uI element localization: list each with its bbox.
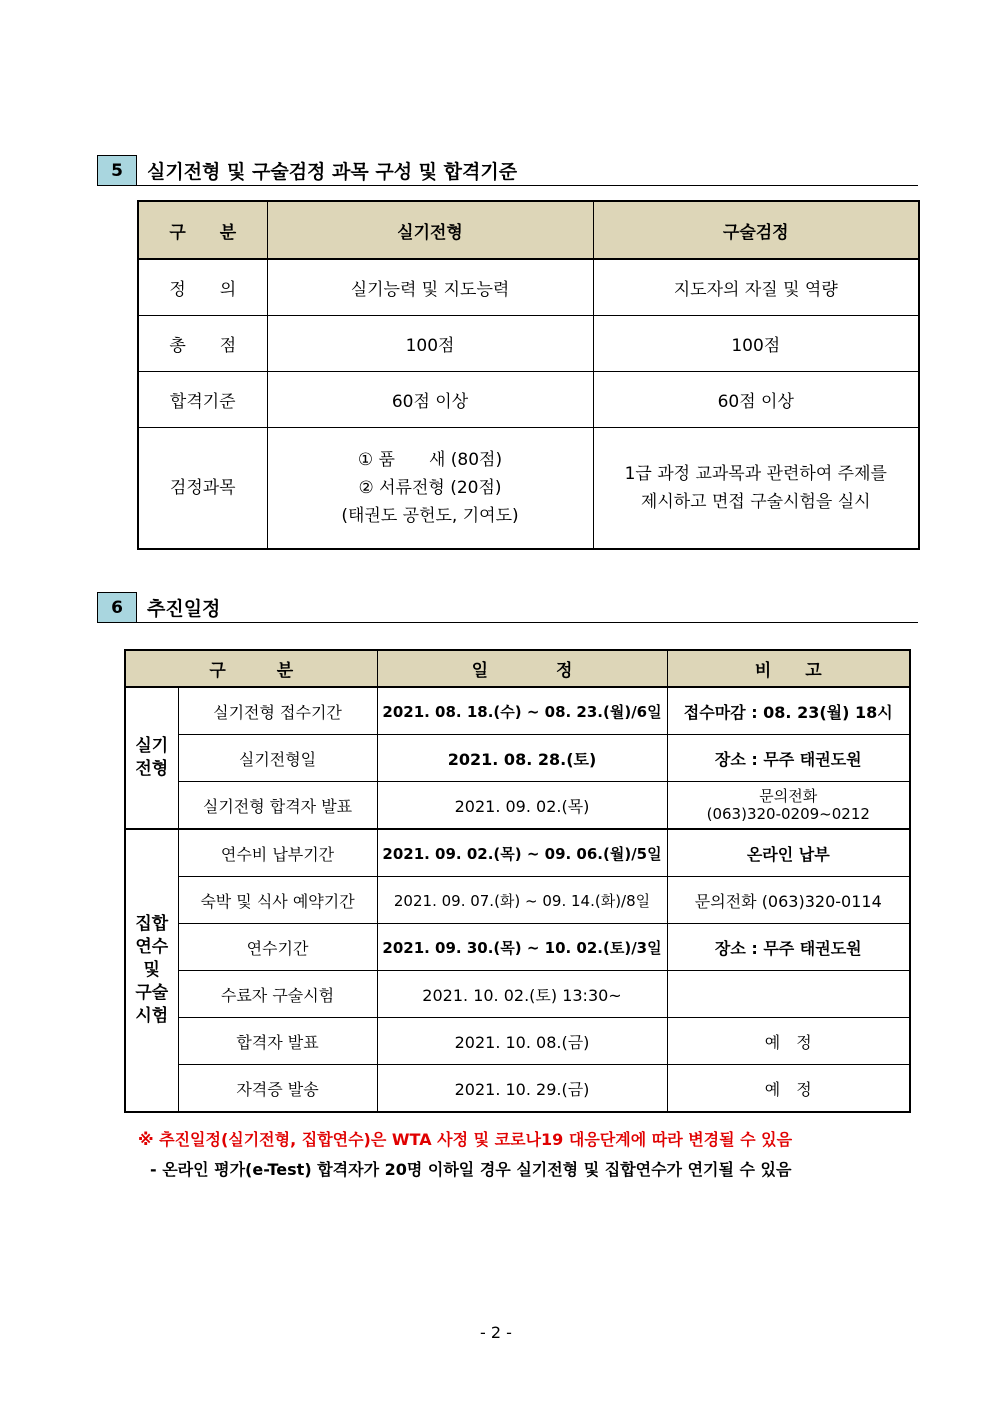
date-cell: 2021. 10. 29.(금) [377,1065,667,1113]
date-cell: 2021. 09. 30.(목) ~ 10. 02.(토)/3일 [377,924,667,971]
table-row [125,782,910,830]
note-cell: 문의전화 (063)320-0114 [667,877,910,924]
table-row [125,1065,910,1113]
row-label: 검정과목 [138,428,267,550]
date-cell: 2021. 09. 07.(화) ~ 09. 14.(화)/8일 [377,877,667,924]
table-header-row [125,650,910,687]
item-cell: 실기전형일 [178,735,377,782]
date-cell: 2021. 08. 18.(수) ~ 08. 23.(월)/6일 [377,687,667,735]
evaluation-criteria-table [137,200,920,550]
oral-cell: 60점 이상 [593,372,919,428]
section-number: 5 [97,155,137,185]
group-label-practical [125,687,178,829]
practical-line: (태권도 공헌도, 기여도) [341,506,519,526]
practical-cell: 실기능력 및 지도능력 [267,259,593,316]
table-row [125,877,910,924]
note-line: 문의전화 [759,787,818,805]
table-row [125,924,910,971]
item-cell: 자격증 발송 [178,1065,377,1113]
group-label-line: 연수 [135,937,169,957]
row-label: 합격기준 [138,372,267,428]
note-cell: 예 정 [667,1065,910,1113]
header-schedule: 일 정 [377,650,667,687]
table-row [125,1018,910,1065]
header-category: 구 분 [138,201,267,259]
table-row [138,428,919,550]
note-cell: 온라인 납부 [667,829,910,877]
page-number: - 2 - [480,1323,512,1342]
note-cell [667,971,910,1018]
note-line: (063)320-0209~0212 [706,805,870,823]
group-label-line: 집합 [135,914,169,934]
oral-cell [593,428,919,550]
item-cell: 합격자 발표 [178,1018,377,1065]
section-5-heading [97,155,918,186]
practical-cell: 60점 이상 [267,372,593,428]
note-cell [667,782,910,830]
section-number: 6 [97,592,137,622]
item-cell: 실기전형 합격자 발표 [178,782,377,830]
table-header-row [138,201,919,259]
schedule-delay-note: - 온라인 평가(e-Test) 합격자가 20명 이하일 경우 실기전형 및 집합연수가 연기될 수 있음 [150,1160,792,1179]
practical-line: ① 품 새 (80점) [357,450,503,470]
header-remarks: 비 고 [667,650,910,687]
item-cell: 연수비 납부기간 [178,829,377,877]
date-cell: 2021. 09. 02.(목) ~ 09. 06.(월)/5일 [377,829,667,877]
schedule-change-warning: ※ 추진일정(실기전형, 집합연수)은 WTA 사정 및 코로나19 대응단계에 따라 변경될 수 있음 [138,1130,793,1149]
table-row [125,829,910,877]
table-row [138,259,919,316]
header-practical: 실기전형 [267,201,593,259]
note-cell: 접수마감 : 08. 23(월) 18시 [667,687,910,735]
practical-cell: 100점 [267,316,593,372]
date-cell: 2021. 08. 28.(토) [377,735,667,782]
item-cell: 연수기간 [178,924,377,971]
group-label-training [125,829,178,1112]
table-row [138,316,919,372]
note-cell: 예 정 [667,1018,910,1065]
oral-line: 1급 과정 교과목과 관련하여 주제를 [624,464,887,484]
oral-cell: 지도자의 자질 및 역량 [593,259,919,316]
group-label-line: 실기 [135,736,169,756]
header-category: 구 분 [125,650,377,687]
item-cell: 실기전형 접수기간 [178,687,377,735]
date-cell: 2021. 10. 08.(금) [377,1018,667,1065]
date-cell: 2021. 09. 02.(목) [377,782,667,830]
oral-line: 제시하고 면접 구술시험을 실시 [640,492,871,512]
note-cell: 장소 : 무주 태권도원 [667,924,910,971]
date-cell: 2021. 10. 02.(토) 13:30~ [377,971,667,1018]
practical-line: ② 서류전형 (20점) [358,478,502,498]
table-row [138,372,919,428]
group-label-line: 시험 [135,1006,169,1026]
row-label: 총 점 [138,316,267,372]
row-label: 정 의 [138,259,267,316]
group-label-line: 구술 [135,983,169,1003]
table-row [125,971,910,1018]
note-cell: 장소 : 무주 태권도원 [667,735,910,782]
table-row [125,687,910,735]
section-title: 추진일정 [147,597,221,620]
section-title: 실기전형 및 구술검정 과목 구성 및 합격기준 [147,160,518,183]
table-row [125,735,910,782]
item-cell: 수료자 구술시험 [178,971,377,1018]
oral-cell: 100점 [593,316,919,372]
group-label-line: 전형 [135,759,169,779]
practical-cell [267,428,593,550]
item-cell: 숙박 및 식사 예약기간 [178,877,377,924]
section-6-heading [97,592,918,623]
schedule-table [124,649,911,1113]
header-oral: 구술검정 [593,201,919,259]
group-label-line: 및 [143,960,160,980]
